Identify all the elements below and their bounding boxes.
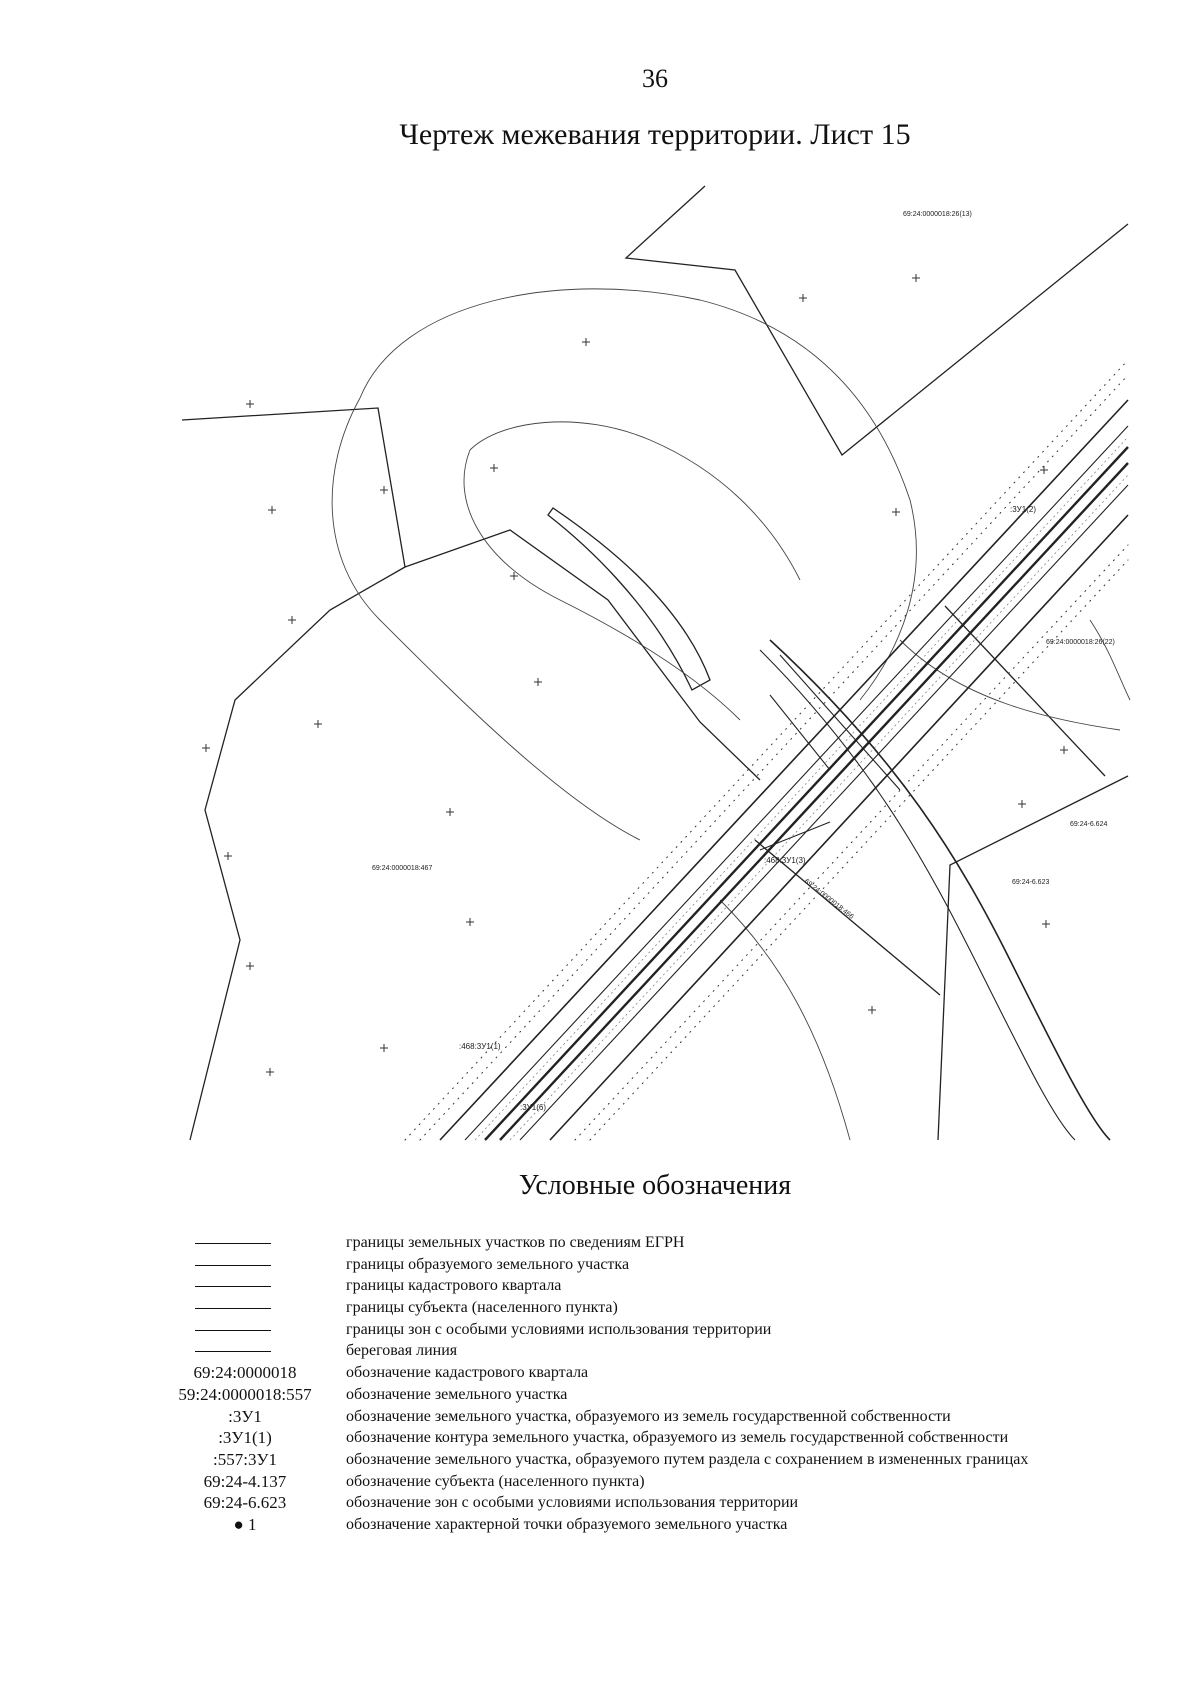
crossing-line-2 (770, 695, 830, 770)
parcel-boundary-top (626, 186, 1128, 455)
label-parcel-left: 69:24:0000018:467 (372, 865, 433, 872)
legend-line-symbol (170, 1319, 320, 1341)
legend-symbol-text: :3У1 (228, 1406, 262, 1426)
road-boundary-2 (465, 426, 1128, 1140)
label-leader (760, 822, 830, 850)
legend-item-text: обозначение характерной точки образуемого земельного участка (346, 1515, 788, 1533)
road-boundary-3 (520, 485, 1128, 1140)
legend-item-text: обозначение контура земельного участка, образуемого из земель государственной собственности (346, 1429, 1009, 1447)
legend-item-zone-label (170, 1492, 1170, 1514)
legend-item-cadastral-quarter (170, 1275, 1170, 1297)
legend-symbol-text: 69:24-4.137 (203, 1471, 287, 1491)
road-hatch-2 (510, 475, 1128, 1140)
zone-dots-4 (590, 560, 1128, 1140)
label-contour-low: :468:3У1(1) (459, 1042, 501, 1051)
lake (548, 508, 710, 690)
legend-line-symbol (170, 1297, 320, 1319)
legend-item-text: границы зон с особыми условиями использования территории (346, 1320, 772, 1338)
legend-item-division-label (170, 1449, 1170, 1471)
legend-line-symbol (170, 1232, 320, 1254)
parcel-boundary-left-west (190, 567, 405, 1140)
legend-item-text: береговая линия (346, 1342, 458, 1360)
legend-line-symbol (170, 1275, 320, 1297)
legend-item-text: границы кадастрового квартала (346, 1277, 562, 1295)
legend-item-parcel-label (170, 1384, 1170, 1406)
legend-line-symbol (170, 1340, 320, 1362)
legend-item-text: обозначение земельного участка (346, 1385, 568, 1403)
road-boundary-4 (550, 515, 1128, 1140)
label-parcel-mid: 69:24:0000018:466 (802, 878, 855, 921)
label-parcel-right: 69:24:0000018:26(22) (1046, 639, 1115, 646)
legend-item-state-parcel-label (170, 1406, 1170, 1428)
legend-item-contour-label (170, 1427, 1170, 1449)
legend-item-settlement-label (170, 1471, 1170, 1493)
parcel-boundary-right-lower (938, 776, 1128, 1140)
legend-item-text: обозначение субъекта (населенного пункта) (346, 1472, 645, 1490)
legend (170, 1232, 1170, 1536)
zone-dots-2 (420, 375, 1128, 1140)
label-zone-1: 69:24-6.624 (1070, 821, 1108, 828)
legend-symbol-text: :3У1(1) (218, 1428, 272, 1448)
legend-line-symbol (170, 1254, 320, 1276)
legend-item-quarter-label (170, 1362, 1170, 1384)
legend-item-text: границы субъекта (населенного пункта) (346, 1299, 618, 1317)
legend-symbol-text: :557:3У1 (213, 1449, 277, 1469)
legend-item-new-parcel (170, 1254, 1170, 1276)
legend-symbol-text: 69:24:0000018 (193, 1363, 297, 1383)
legend-item-text: обозначение кадастрового квартала (346, 1364, 589, 1382)
label-zone-2: 69:24-6.623 (1012, 879, 1050, 886)
label-contour-mid: :468:3У1(3) (764, 856, 806, 865)
page-number: 36 (642, 64, 668, 93)
shoreline-inner (760, 650, 1075, 1140)
road-hatch-1 (475, 437, 1128, 1140)
zone-contour-ne (1090, 620, 1130, 700)
zone-contour-inner-south (464, 450, 740, 720)
legend-item-point-label (170, 1514, 1170, 1536)
legend-symbol-text: ● 1 (233, 1514, 257, 1534)
zone-contour-inner (470, 422, 800, 580)
grid-crosses (202, 274, 1068, 1076)
legend-item-text: обозначение земельного участка, образуемого путем раздела с сохранением в измененных границах (346, 1450, 1029, 1468)
legend-symbol-text: 69:24-6.623 (203, 1493, 287, 1513)
legend-item-egrn-parcels (170, 1232, 1170, 1254)
label-parcel-top: 69:24:0000018:26(13) (903, 211, 972, 218)
legend-item-special-zones (170, 1319, 1170, 1341)
legend-item-settlement (170, 1297, 1170, 1319)
legend-symbol-text: 59:24:0000018:557 (178, 1384, 312, 1404)
parcel-boundary-left (182, 408, 760, 780)
page-title: Чертеж межевания территории. Лист 15 (399, 118, 911, 151)
zone-contour-outer-west (332, 398, 640, 840)
road-carriageway-1 (485, 447, 1128, 1140)
zone-dots-3 (575, 545, 1128, 1140)
label-contour-top: :3У1(2) (1010, 505, 1036, 514)
legend-item-shoreline (170, 1340, 1170, 1362)
legend-item-text: обозначение зон с особыми условиями использования территории (346, 1494, 799, 1512)
road-carriageway-2 (500, 463, 1128, 1140)
label-contour-bottom: :3У1(6) (520, 1103, 546, 1112)
legend-item-text: обозначение земельного участка, образуемого из земель государственной собственности (346, 1407, 951, 1425)
zone-dots-1 (405, 360, 1128, 1140)
parcel-boundary-right (945, 606, 1105, 776)
legend-item-text: границы образуемого земельного участка (346, 1255, 630, 1273)
crossing-line-1 (780, 655, 900, 790)
zone-contour-outer (360, 289, 916, 700)
legend-item-text: границы земельных участков по сведениям ЕГРН (346, 1234, 685, 1251)
legend-title: Условные обозначения (518, 1170, 792, 1201)
